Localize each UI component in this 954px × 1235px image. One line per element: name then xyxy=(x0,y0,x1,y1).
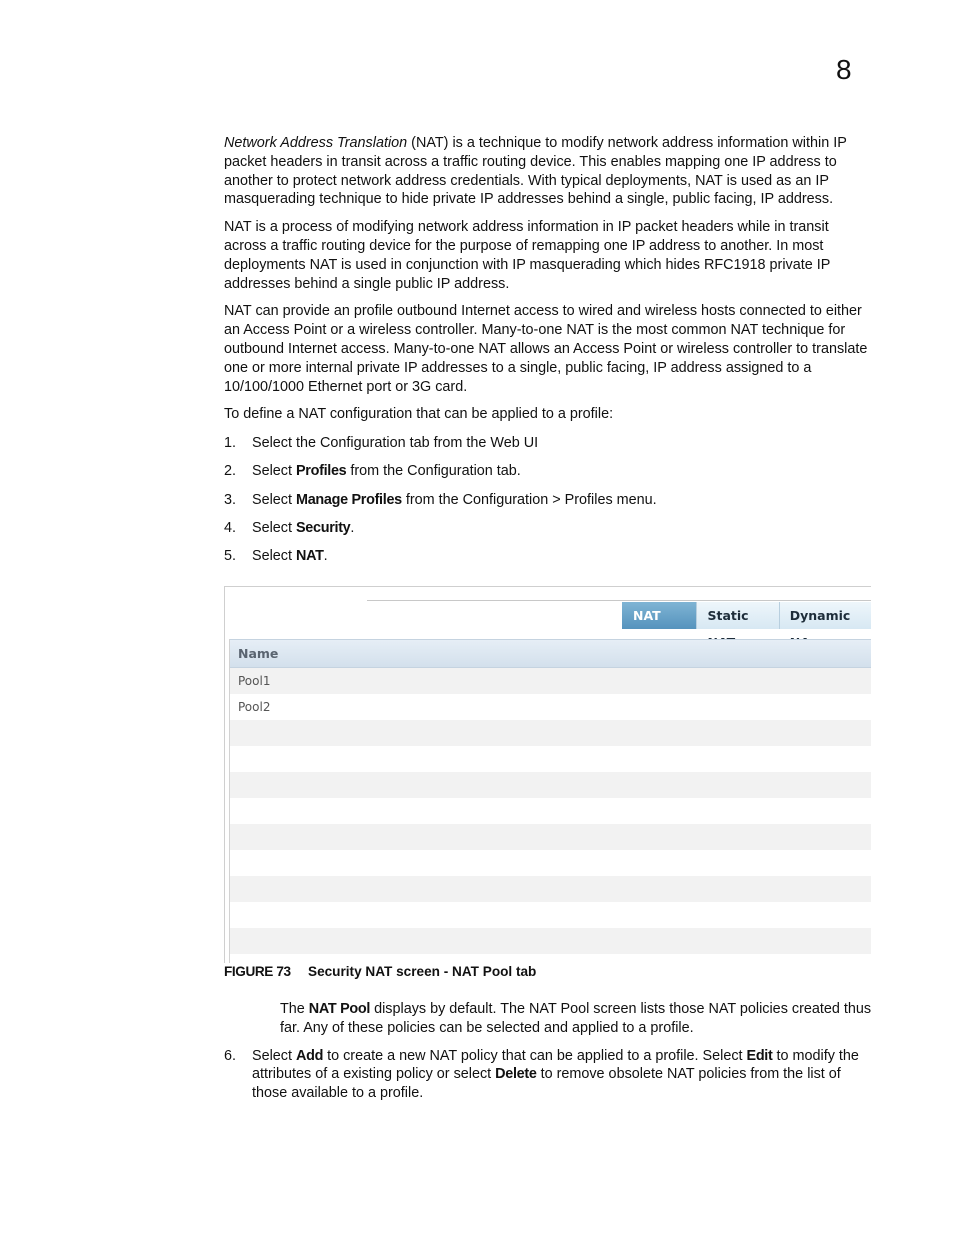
step-term: Manage Profiles xyxy=(296,491,402,508)
nat-tabs xyxy=(622,602,871,629)
tab-nat-pool[interactable]: NAT xyxy=(622,602,696,629)
step-text: from the Configuration > Profiles menu. xyxy=(401,491,657,508)
empty-row xyxy=(230,798,871,824)
column-header-name[interactable]: Name xyxy=(230,639,871,668)
paragraph-text: (NAT) is a technique to modify network address information within IP packet headers in transit across a traffic routing device. This enables mapping one IP address to another to protect network address credentials. With typical deployments, NAT is used as an IP masquerading technique to hide private IP addresses behind a single, public facing, IP address. xyxy=(224,135,847,208)
divider xyxy=(367,600,871,601)
italic-term: Network Address Translation xyxy=(224,135,408,151)
empty-row xyxy=(230,850,871,876)
tab-dynamic-nat[interactable]: Dynamic xyxy=(779,602,871,629)
step-term: NAT xyxy=(296,548,324,565)
empty-row xyxy=(230,876,871,902)
chapter-number: 8 xyxy=(836,54,852,85)
nat-pool-table xyxy=(229,639,871,963)
step-text: Select xyxy=(252,548,296,565)
step-term: Security xyxy=(296,519,351,536)
step-text: Select xyxy=(252,519,296,536)
empty-row xyxy=(230,902,871,928)
term-delete: Delete xyxy=(495,1066,537,1083)
body-text xyxy=(224,134,872,576)
paragraph-nat-process: NAT is a process of modifying network address information in IP packet headers while in transit across a traffic routing device for the purpose of remapping one IP address to another. In most deployments NAT is used in conjunction with IP masquerading which hides RFC1918 private IP addresses behind a single public IP address. xyxy=(224,219,831,292)
step-text: Select xyxy=(252,463,296,480)
step-text: from the Configuration tab. xyxy=(346,463,521,480)
empty-row xyxy=(230,772,871,798)
term-add: Add xyxy=(296,1047,324,1064)
paragraph-text: The xyxy=(280,1001,309,1017)
after-figure-text xyxy=(224,1000,872,1113)
table-row[interactable]: Pool2 xyxy=(238,700,271,714)
step-4 xyxy=(224,519,872,538)
step-2 xyxy=(224,462,872,481)
step-text: . xyxy=(350,519,355,536)
table-row[interactable]: Pool1 xyxy=(230,668,871,694)
step-text: Select the Configuration tab from the Web UI xyxy=(252,434,539,451)
paragraph-nat-pool-default xyxy=(280,1000,872,1038)
step-number: 5. xyxy=(224,548,237,565)
nat-pool-screenshot xyxy=(224,586,871,963)
step-text: Select xyxy=(252,491,296,508)
paragraph-nat-intro xyxy=(224,134,872,209)
paragraph-define-nat: To define a NAT configuration that can be applied to a profile: xyxy=(224,406,614,423)
step-number: 3. xyxy=(224,491,237,508)
tab-static-nat[interactable]: Static xyxy=(696,602,778,629)
term-nat-pool: NAT Pool xyxy=(308,1001,371,1017)
step-text: to modify the attributes of a existing policy or select xyxy=(252,1047,859,1083)
figure-label: FIGURE 73 xyxy=(224,964,291,979)
empty-row xyxy=(230,824,871,850)
step-1 xyxy=(224,434,872,453)
step-text: to create a new NAT policy that can be applied to a profile. Select xyxy=(323,1047,747,1064)
paragraph-nat-outbound: NAT can provide an profile outbound Internet access to wired and wireless hosts connected to either an Access Point or a wireless controller. Many-to-one NAT is the most common NAT technique for outbound Internet access. Many-to-one NAT allows an Access Point or wireless controller to translate one or more internal private IP addresses to a single, public facing, IP address assigned to a 10/100/1000 Ethernet port or 3G card. xyxy=(224,303,868,395)
step-5 xyxy=(224,547,872,566)
empty-row xyxy=(230,746,871,772)
figure-title: Security NAT screen - NAT Pool tab xyxy=(308,964,537,979)
step-text: to remove obsolete NAT policies from the list of those available to a profile. xyxy=(252,1066,841,1102)
step-number: 1. xyxy=(224,434,237,451)
step-text: Select xyxy=(252,1047,296,1064)
step-3 xyxy=(224,491,872,510)
step-text: . xyxy=(323,548,328,565)
empty-row xyxy=(230,928,871,954)
step-number: 4. xyxy=(224,519,237,536)
step-number: 6. xyxy=(224,1047,237,1064)
step-6 xyxy=(224,1047,872,1103)
step-term: Profiles xyxy=(296,463,347,480)
figure-caption xyxy=(224,964,536,979)
paragraph-text: displays by default. The NAT Pool screen lists those NAT policies created thus far. Any of these policies can be selected and applied to a profile. xyxy=(280,1001,872,1036)
term-edit: Edit xyxy=(746,1047,773,1064)
empty-row xyxy=(230,720,871,746)
step-number: 2. xyxy=(224,463,237,480)
